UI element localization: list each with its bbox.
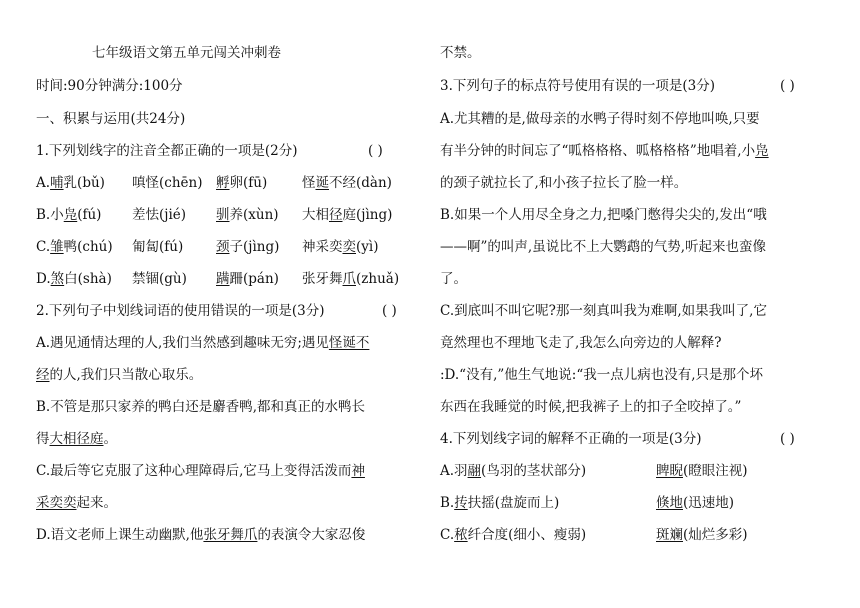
- q2-option-a-line2: 经的人,我们只当散心取乐。: [36, 367, 203, 383]
- q1-option-a-item-3: 孵卵(fū): [216, 175, 268, 191]
- q4-option-a-item-2: 睥睨(瞪眼注视): [656, 463, 748, 479]
- q3-option-a-line2: 有半分钟的时间忘了“呱格格格、呱格格格”地唱着,小凫: [440, 143, 769, 159]
- q3-option-a-line3: 的颈子就拉长了,和小孩子拉长了脸一样。: [440, 175, 688, 191]
- q1-option-a-item-2: 嗔怪(chēn): [132, 175, 203, 191]
- section-heading: 一、积累与运用(共24分): [36, 111, 186, 127]
- q3-option-b-line2: ——啊”的叫声,虽说比不上大鹦鹉的气势,听起来也蛮像: [440, 239, 766, 255]
- q1-option-b-item-3: 驯养(xùn): [216, 207, 279, 223]
- q4-option-c-item-2: 斑斓(灿烂多彩): [656, 527, 748, 543]
- q1-option-d-item-4: 张牙舞爪(zhuǎ): [302, 271, 400, 287]
- q2-option-b-line2: 得大相径庭。: [36, 431, 117, 447]
- time-line: 时间:90分钟满分:100分: [36, 78, 183, 94]
- q1-option-b-item-2: 差怯(jié): [132, 207, 187, 223]
- q2-option-c-line1: C.最后等它克服了这种心理障碍后,它马上变得活泼而神: [36, 463, 365, 479]
- q2-option-c-line2: 采奕奕起来。: [36, 495, 117, 511]
- q4-option-b-item-1: B.抟扶摇(盘旋而上): [440, 495, 560, 511]
- q3-option-a-line1: A.尤其糟的是,做母亲的水鸭子得时刻不停地叫唤,只要: [440, 111, 760, 127]
- exam-title: 七年级语文第五单元闯关冲刺卷: [92, 45, 281, 61]
- q4-answer-paren: ( ): [780, 431, 795, 447]
- q1-option-b-item-1: B.小凫(fú): [36, 207, 102, 223]
- q1-option-a-item-1: A.哺乳(bǔ): [36, 175, 105, 191]
- q4-stem: 4.下列划线字词的解释不正确的一项是(3分): [440, 431, 702, 447]
- q3-option-d-line1: :D.“没有,”他生气地说:“我一点儿病也没有,只是那个坏: [440, 367, 764, 383]
- q2-stem: 2.下列句子中划线词语的使用错误的一项是(3分): [36, 303, 325, 319]
- q4-option-b-item-2: 倏地(迅速地): [656, 495, 735, 511]
- q3-option-b-line3: 了。: [440, 271, 467, 287]
- q2-option-d-line1: D.语文老师上课生动幽默,他张牙舞爪的表演令大家忍俊: [36, 527, 366, 543]
- q3-option-c-line2: 竟然理也不理地飞走了,我怎么向旁边的人解释?: [440, 335, 722, 351]
- q3-answer-paren: ( ): [780, 78, 795, 94]
- q2-answer-paren: ( ): [382, 303, 397, 319]
- q3-option-c-line1: C.到底叫不叫它呢?那一刻真叫我为难啊,如果我叫了,它: [440, 303, 767, 319]
- q1-option-d-item-2: 禁锢(gù): [132, 271, 187, 287]
- q3-option-d-line2: 东西在我睡觉的时候,把我裤子上的扣子全咬掉了。”: [440, 399, 742, 415]
- q1-option-c-item-1: C.雏鸭(chú): [36, 239, 113, 255]
- continued-text: 不禁。: [440, 45, 481, 61]
- q1-option-a-item-4: 怪诞不经(dàn): [302, 175, 392, 191]
- q1-option-b-item-4: 大相径庭(jìng): [302, 207, 393, 223]
- q2-option-a-line1: A.遇见通情达理的人,我们当然感到趣味无穷;遇见怪诞不: [36, 335, 370, 351]
- q1-option-c-item-4: 神采奕奕(yì): [302, 239, 379, 255]
- q4-option-c-item-1: C.秾纤合度(细小、瘦弱): [440, 527, 587, 543]
- q1-stem: 1.下列划线字的注音全都正确的一项是(2分): [36, 143, 298, 159]
- q3-stem: 3.下列句子的标点符号使用有误的一项是(3分): [440, 78, 716, 94]
- q1-answer-paren: ( ): [368, 143, 383, 159]
- q1-option-c-item-2: 匍匐(fú): [132, 239, 184, 255]
- q2-option-b-line1: B.不管是那只家养的鸭白还是麝香鸭,都和真正的水鸭长: [36, 399, 366, 415]
- q1-option-d-item-3: 蹒跚(pán): [216, 271, 279, 287]
- q1-option-d-item-1: D.煞白(shà): [36, 271, 112, 287]
- q1-option-c-item-3: 颈子(jìng): [216, 239, 280, 255]
- q3-option-b-line1: B.如果一个人用尽全身之力,把嗓门憋得尖尖的,发出“哦: [440, 207, 767, 223]
- q4-option-a-item-1: A.羽翮(鸟羽的茎状部分): [440, 463, 587, 479]
